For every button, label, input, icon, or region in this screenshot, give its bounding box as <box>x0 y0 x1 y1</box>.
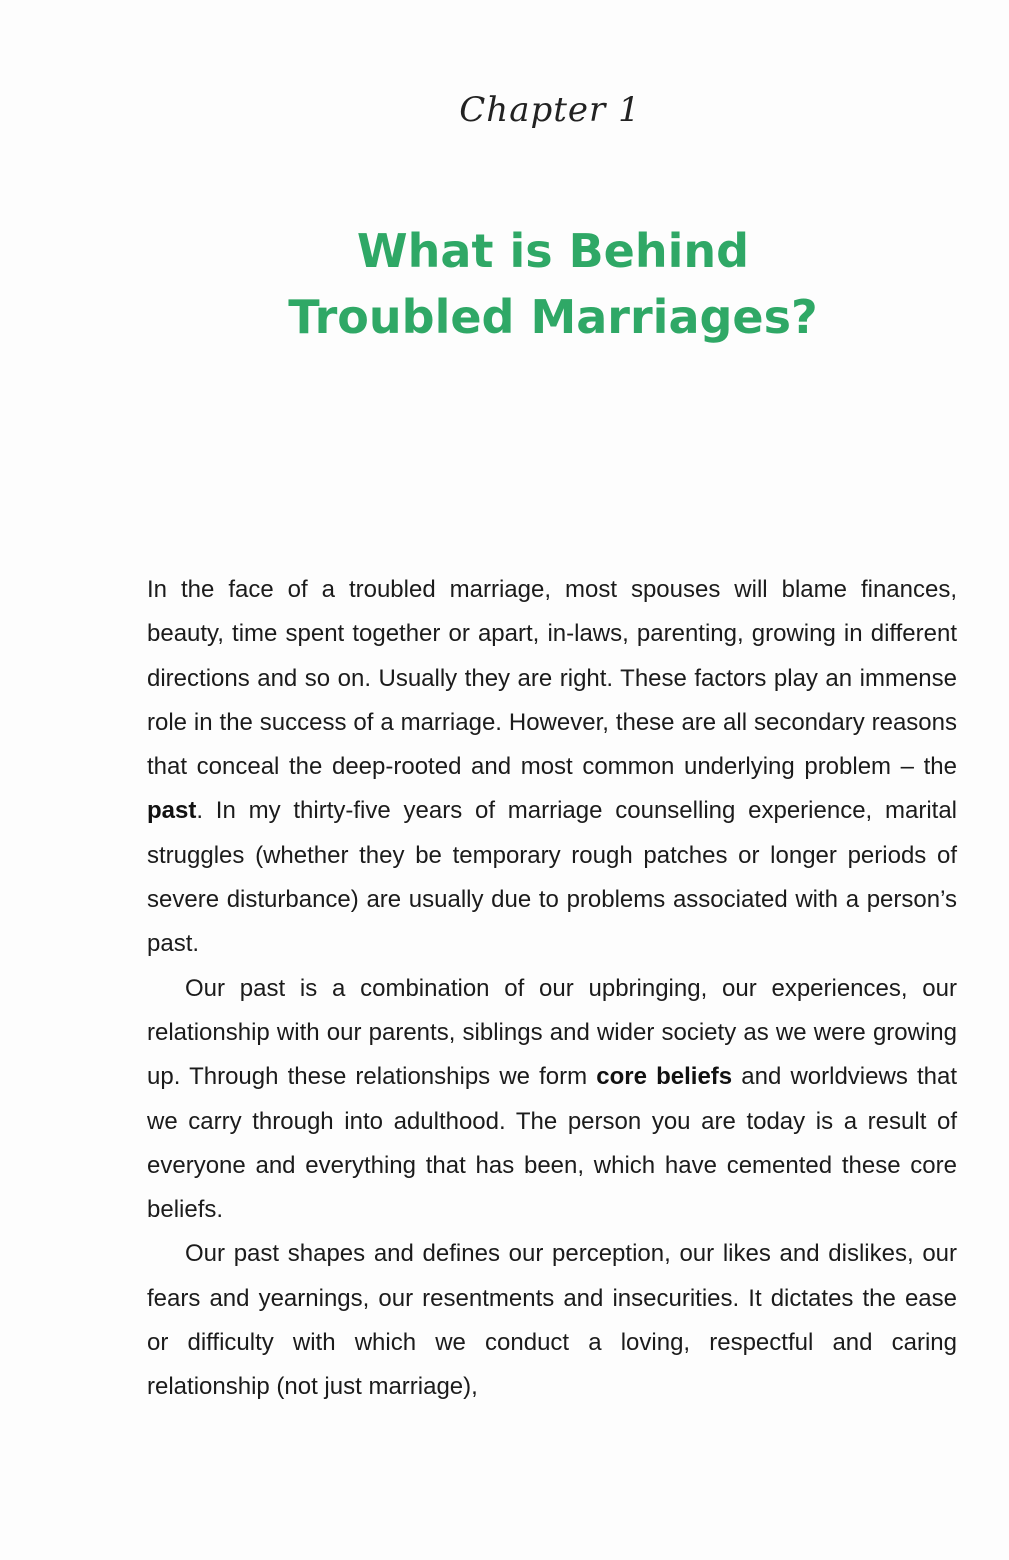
chapter-title-line-1: What is Behind <box>356 224 750 278</box>
paragraph-1-text-b: . In my thirty-five years of marriage counselling experience, marital struggles (whether they be temporary rough patches or longer periods of severe disturbance) are usually due to problems associated with a person’s past. <box>147 797 957 958</box>
paragraph-1-bold: past <box>147 797 197 825</box>
paragraph-3-text: Our past shapes and defines our perception, our likes and dislikes, our fears and yearnings, our resentments and insecurities. It dictates the ease or difficulty with which we conduct a loving, respectful and caring relationship (not just marriage), <box>147 1240 957 1401</box>
paragraph-3 <box>147 1232 957 1409</box>
chapter-title <box>150 218 956 350</box>
paragraph-2-bold: core beliefs <box>596 1063 733 1091</box>
paragraph-2 <box>147 967 957 1233</box>
chapter-label <box>430 70 670 150</box>
paragraph-2-text-b: and worldviews that we carry through into adulthood. The person you are today is a result of everyone and everything that has been, which have cemented these core beliefs. <box>147 1063 957 1224</box>
paragraph-2-text-a: Our past is a combination of our upbringing, our experiences, our relationship with our parents, siblings and wider society as we were growing up. Through these relationships we form <box>147 974 957 1091</box>
chapter-label-text: Chapter 1 <box>459 90 641 130</box>
paragraph-1-text-a: In the face of a troubled marriage, most spouses will blame finances, beauty, time spent together or apart, in-laws, parenting, growing in different directions and so on. Usually they are right. These factors play an immense role in the success of a marriage. However, these are all secondary reasons that conceal the deep-rooted and most common underlying problem – the <box>147 576 957 781</box>
body-text <box>147 568 957 1410</box>
chapter-title-line-2: Troubled Marriages? <box>288 290 818 344</box>
paragraph-1 <box>147 568 957 967</box>
